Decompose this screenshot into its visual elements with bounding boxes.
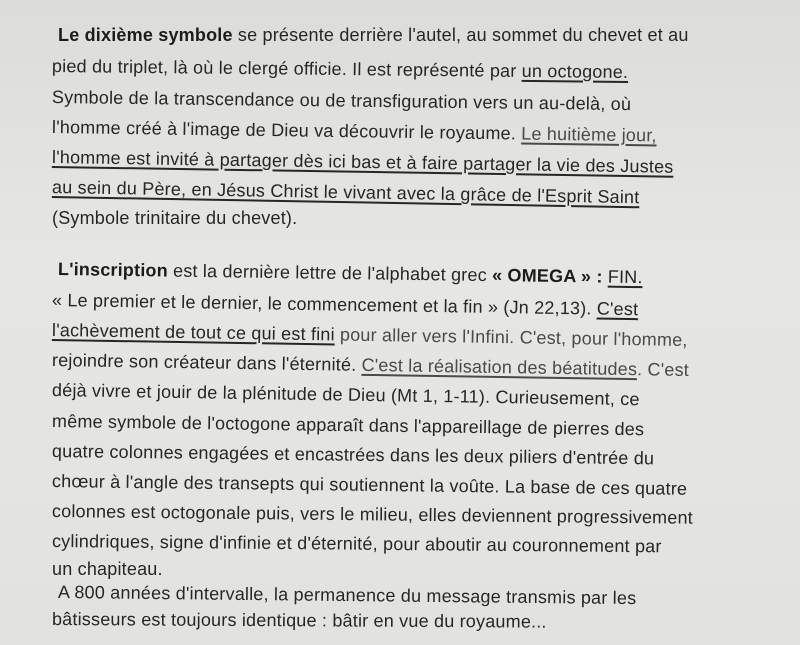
p1-heading: Le dixième symbole <box>58 25 233 45</box>
p2-line-5: déjà vivre et jouir de la plénitude de Dieu (Mt 1, 1-11). Curieusement, ce <box>51 380 640 410</box>
p1-line-1-text: se présente derrière l'autel, au sommet du chevet et au <box>232 25 689 45</box>
p2-beatitudes: C'est la réalisation des béatitudes <box>361 354 638 380</box>
p1-line-4-text: l'homme créé à l'image de Dieu va découvrir le royaume. <box>51 117 522 144</box>
p1-line-4 <box>52 116 792 148</box>
p2-line-10: cylindriques, signe d'infinie et d'éternité, pour aboutir au couronnement par <box>51 531 662 557</box>
p2-line-2-text: « Le premier et le dernier, le commencement et la fin » (Jn 22,13). <box>51 290 597 319</box>
p1-line-2 <box>52 55 792 85</box>
p1-huitieme-jour: Le huitième jour, <box>521 123 657 146</box>
p2-heading: L'inscription <box>57 259 169 281</box>
p2-line-7: quatre colonnes engagées et encastrées dans les deux piliers d'entrée du <box>51 441 655 469</box>
p1-line-5-text: l'homme est invité à partager dès ici bas et à faire partager la vie des Justes <box>51 147 674 177</box>
p2-fin: FIN. <box>607 266 643 288</box>
p2-line-3-text: pour aller vers l'Infini. C'est, pour l'homme, <box>334 324 688 350</box>
p2-cest: C'est <box>596 298 639 320</box>
p2-line-9: colonnes est octogonale puis, vers le milieu, elles deviennent progressivement <box>51 501 694 528</box>
p2-line-2 <box>52 289 792 323</box>
p2-line-4-text: rejoindre son créateur dans l'éternité. <box>51 350 362 375</box>
p2-line-3 <box>52 319 792 353</box>
p1-line-6 <box>52 176 792 211</box>
p2-line-1 <box>58 258 798 290</box>
p2-line-8: chœur à l'angle des transepts qui soutiennent la voûte. La base de ces quatre <box>51 471 688 499</box>
p2-line-11: un chapiteau. <box>52 559 163 579</box>
p2-achevement: l'achèvement de tout ce qui est fini <box>51 320 335 345</box>
p1-line-1 <box>58 24 798 46</box>
p2-line-6: même symbole de l'octogone apparaît dans l'appareillage de pierres des <box>51 411 645 440</box>
p1-line-3: Symbole de la transcendance ou de transfiguration vers un au-delà, où <box>51 87 632 115</box>
p2-line-1-text: est la dernière lettre de l'alphabet grec <box>167 260 493 286</box>
p1-line-7: (Symbole trinitaire du chevet). <box>52 208 298 228</box>
p2-line-4 <box>52 349 792 383</box>
p1-line-6-text: au sein du Père, en Jésus Christ le vivant avec la grâce de l'Esprit Saint <box>51 177 640 208</box>
p3-line-1: A 800 années d'intervalle, la permanence du message transmis par les <box>57 582 637 609</box>
p1-line-5 <box>52 146 792 180</box>
p1-line-2-text: pied du triplet, là où le clergé officie. Il est représenté par <box>51 56 522 81</box>
p3-line-2: bâtisseurs est toujours identique : bâtir en vue du royaume... <box>51 609 547 632</box>
p2-line-4-end: . C'est <box>636 359 690 381</box>
p1-octogone-link: un octogone. <box>521 60 629 83</box>
p2-omega: « OMEGA » : <box>491 265 603 287</box>
